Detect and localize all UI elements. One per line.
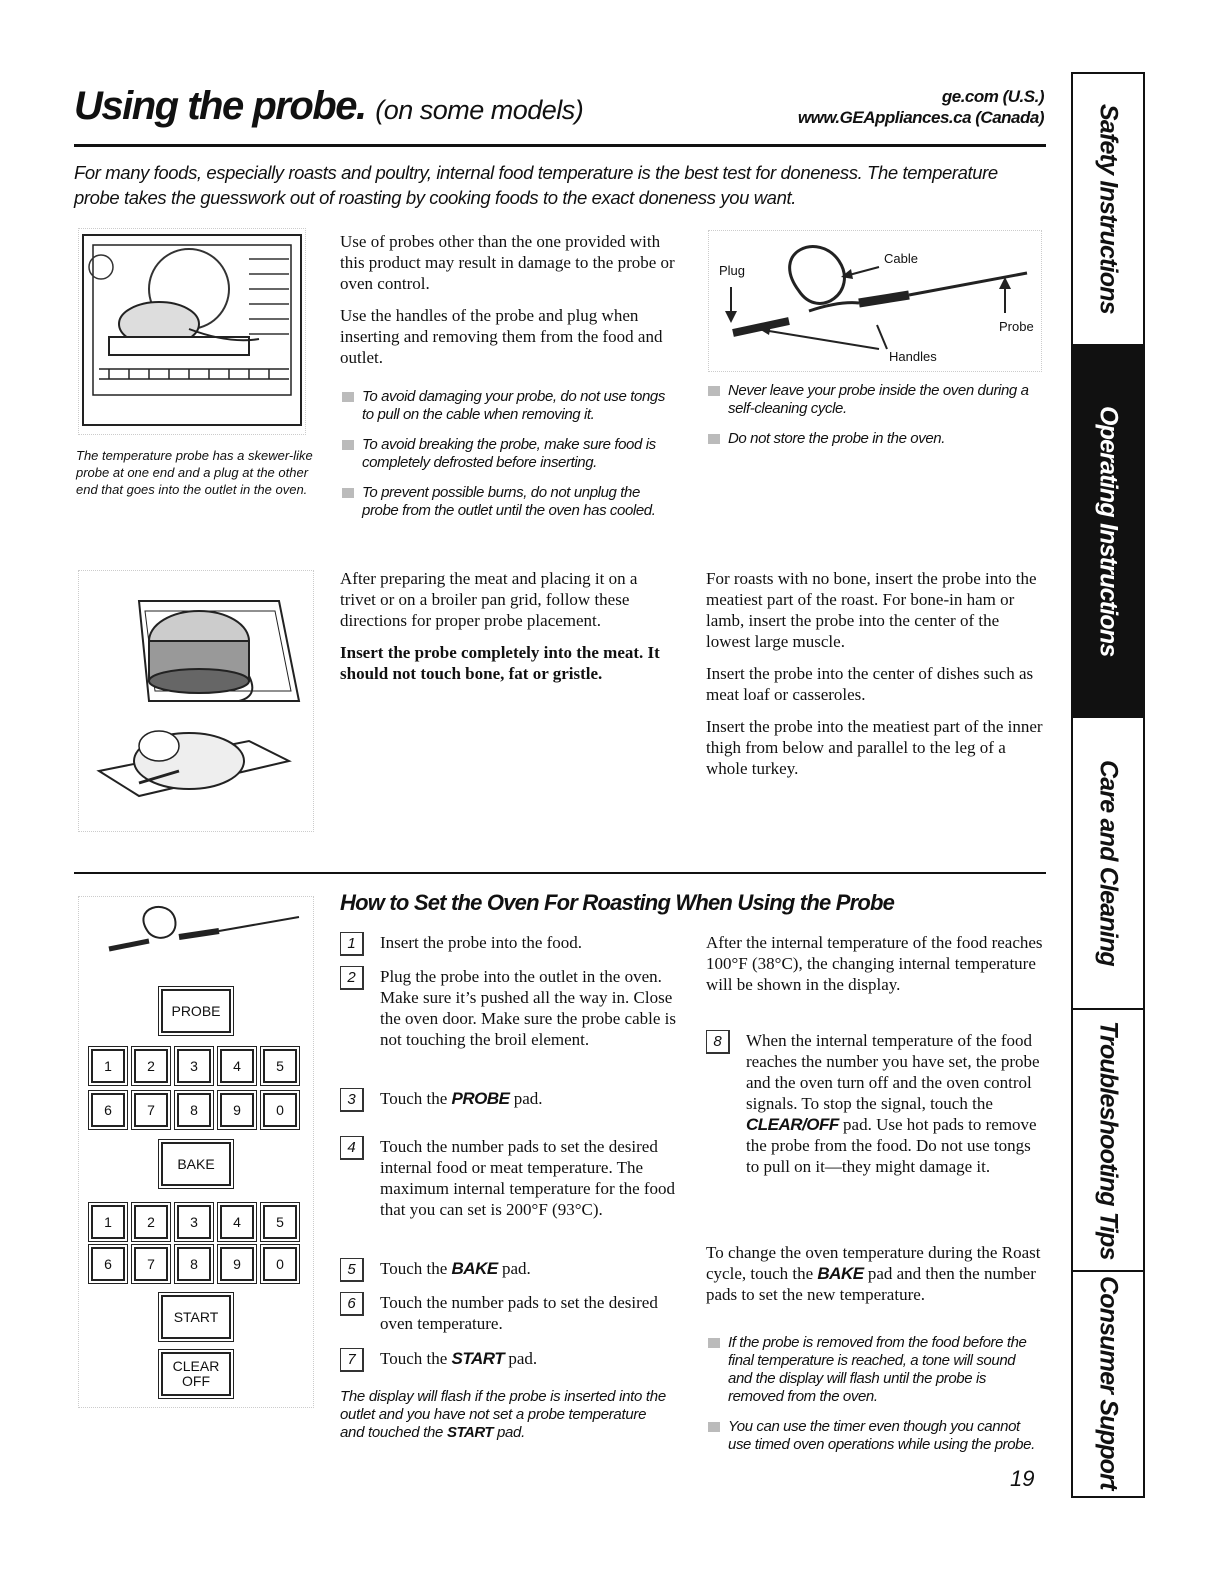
tab-label: Operating Instructions — [1094, 405, 1123, 657]
display-temperature-text: After the internal temperature of the food reaches 100°F (38°C), the changing internal temperature will be shown in the display. — [706, 933, 1043, 994]
title-subtitle: (on some models) — [375, 95, 584, 125]
placement-text — [340, 568, 676, 695]
caution-bullet: Do not store the probe in the oven. — [706, 430, 1046, 448]
url-us[interactable]: ge.com (U.S.) — [941, 87, 1044, 106]
step-text: Touch the number pads to set the desired oven temperature. — [380, 1293, 658, 1333]
step-text: Plug the probe into the outlet in the oven. Make sure it’s pushed all the way in. Close the oven door. Make sure the probe cable is not touching the broil element. — [380, 967, 676, 1049]
url-canada[interactable]: www.GEAppliances.ca (Canada) — [797, 108, 1044, 127]
text-part: To change the oven temperature during the Roast cycle, touch the — [706, 1243, 1041, 1283]
step-3 — [340, 1088, 680, 1109]
note-text: The display will flash if the probe is inserted into the outlet and you have not set a probe temperature and touched the — [340, 1388, 666, 1441]
key-label: OFF — [182, 1373, 210, 1389]
tab-label: Care and Cleaning — [1094, 760, 1123, 966]
key-0[interactable] — [263, 1247, 297, 1281]
header-rule — [74, 144, 1046, 147]
key-7[interactable] — [134, 1093, 168, 1127]
step-number: 2 — [340, 966, 364, 990]
key-6[interactable] — [91, 1093, 125, 1127]
key-label: 8 — [190, 1102, 198, 1118]
key-7[interactable] — [134, 1247, 168, 1281]
caution-bullet: To avoid damaging your probe, do not use tongs to pull on the cable when removing it. — [340, 388, 680, 424]
step-text-part: Touch the — [380, 1259, 452, 1278]
step-number: 3 — [340, 1088, 364, 1112]
key-label: 9 — [233, 1256, 241, 1272]
key-label: START — [173, 1308, 219, 1325]
probe-key[interactable] — [161, 989, 231, 1033]
key-label: 0 — [276, 1256, 284, 1272]
step-number: 8 — [706, 1030, 730, 1054]
header-urls — [798, 86, 1044, 128]
step-number: 6 — [340, 1292, 364, 1316]
note-bullet: If the probe is removed from the food before the final temperature is reached, a tone will sound and the display will flash until the probe is removed from the oven. — [706, 1334, 1036, 1406]
key-label: 2 — [147, 1214, 155, 1230]
key-9[interactable] — [220, 1247, 254, 1281]
section-rule — [74, 872, 1046, 874]
key-3[interactable] — [177, 1049, 211, 1083]
step-text: Touch the number pads to set the desired internal food or meat temperature. The maximum internal temperature for the food that you can set is 200°F (93°C). — [380, 1137, 676, 1219]
caution-list — [340, 388, 680, 532]
caution-bullet: To avoid breaking the probe, make sure food is completely defrosted before inserting. — [340, 436, 680, 472]
key-1[interactable] — [91, 1049, 125, 1083]
key-label: 3 — [190, 1058, 198, 1074]
key-label: 1 — [104, 1214, 112, 1230]
step-text — [380, 1258, 680, 1279]
probe-sketch — [79, 897, 313, 957]
clear-off-pad-ref: CLEAR/OFF — [746, 1115, 839, 1134]
probe-notes-list — [706, 1334, 1036, 1466]
title-text: Using the probe. — [74, 84, 366, 128]
step-text-part: Touch the — [380, 1089, 452, 1108]
key-6[interactable] — [91, 1247, 125, 1281]
step-text — [380, 1088, 680, 1109]
oven-illustration — [78, 228, 306, 435]
key-1[interactable] — [91, 1205, 125, 1239]
step-text: Insert the probe into the food. — [380, 933, 583, 952]
section-tabs — [1071, 72, 1145, 1498]
key-label: PROBE — [171, 1002, 221, 1019]
step-text-part: When the internal temperature of the food reaches the number you have set, the probe and the oven turn off and the oven control signals. To stop the signal, touch the — [746, 1031, 1040, 1113]
tab-safety-instructions[interactable] — [1073, 74, 1143, 346]
paragraph: Use of probes other than the one provided with this product may result in damage to the probe or oven control. — [340, 232, 675, 293]
step-number: 5 — [340, 1258, 364, 1282]
key-2[interactable] — [134, 1049, 168, 1083]
step-text-part: pad. Use hot pads to remove the probe from the food. Do not use tongs to pull on it—they might damage it. — [746, 1115, 1037, 1176]
step-text-part: Touch the — [380, 1349, 452, 1368]
key-4[interactable] — [220, 1049, 254, 1083]
key-4[interactable] — [220, 1205, 254, 1239]
key-label: 6 — [104, 1102, 112, 1118]
key-label: 8 — [190, 1256, 198, 1272]
cable-label: Cable — [884, 251, 918, 266]
key-2[interactable] — [134, 1205, 168, 1239]
step-1 — [340, 932, 680, 953]
section-heading: How to Set the Oven For Roasting When Using the Probe — [340, 890, 895, 915]
figure-caption: The temperature probe has a skewer-like probe at one end and a plug at the other end that goes into the outlet in the oven. — [76, 448, 313, 497]
key-8[interactable] — [177, 1247, 211, 1281]
paragraph: Use the handles of the probe and plug when inserting and removing them from the food and outlet. — [340, 306, 663, 367]
note-text: pad. — [493, 1424, 525, 1441]
step-5 — [340, 1258, 680, 1279]
bake-pad-ref: BAKE — [451, 1259, 498, 1278]
probe-pad-ref: PROBE — [451, 1089, 510, 1108]
text-part: pad and then the number pads to set the new temperature. — [706, 1264, 1036, 1304]
step-text-part: pad. — [504, 1349, 538, 1368]
key-label: 5 — [276, 1214, 284, 1230]
step-6 — [340, 1292, 680, 1334]
handles-label: Handles — [889, 349, 937, 364]
tab-consumer-support[interactable] — [1073, 1272, 1143, 1494]
paragraph: For roasts with no bone, insert the probe into the meatiest part of the roast. For bone-in ham or lamb, insert the probe into the center of the lowest large muscle. — [706, 569, 1037, 651]
step-text-part: pad. — [497, 1259, 531, 1278]
clear-off-key[interactable] — [161, 1352, 231, 1396]
start-pad-ref: START — [451, 1349, 505, 1368]
plug-label: Plug — [719, 263, 746, 278]
key-5[interactable] — [263, 1205, 297, 1239]
key-label: 7 — [147, 1256, 155, 1272]
key-label: 9 — [233, 1102, 241, 1118]
step-number: 7 — [340, 1348, 364, 1372]
key-label: 6 — [104, 1256, 112, 1272]
probe-diagram — [708, 230, 1042, 372]
tab-operating-instructions[interactable] — [1073, 346, 1143, 718]
change-temperature-text — [706, 1242, 1044, 1305]
caution-bullet: Never leave your probe inside the oven during a self-cleaning cycle. — [706, 382, 1046, 418]
step-number: 1 — [340, 932, 364, 956]
caution-bullet: To prevent possible burns, do not unplug the probe from the outlet until the oven has cooled. — [340, 484, 680, 520]
start-pad-ref: START — [446, 1424, 494, 1441]
tab-label: Troubleshooting Tips — [1094, 1020, 1123, 1260]
control-panel-illustration — [78, 896, 314, 1408]
key-label: 3 — [190, 1214, 198, 1230]
paragraph: Insert the probe into the center of dishes such as meat loaf or casseroles. — [706, 664, 1034, 704]
tab-label: Consumer Support — [1094, 1276, 1123, 1490]
probe-label: Probe — [999, 319, 1034, 334]
placement-warning: Insert the probe completely into the meat. It should not touch bone, fat or gristle. — [340, 643, 660, 683]
key-label: 2 — [147, 1058, 155, 1074]
key-label: 4 — [233, 1058, 241, 1074]
tab-troubleshooting-tips[interactable] — [1073, 1010, 1143, 1272]
key-5[interactable] — [263, 1049, 297, 1083]
step-4 — [340, 1136, 680, 1220]
step-2 — [340, 966, 680, 1050]
start-key[interactable] — [161, 1295, 231, 1339]
key-0[interactable] — [263, 1093, 297, 1127]
page-number: 19 — [1010, 1466, 1035, 1491]
step-7 — [340, 1348, 680, 1369]
tab-care-and-cleaning[interactable] — [1073, 718, 1143, 1010]
note-bullet: You can use the timer even though you cannot use timed oven operations while using the probe. — [706, 1418, 1036, 1454]
step-text — [380, 1348, 680, 1369]
key-8[interactable] — [177, 1093, 211, 1127]
page-title — [74, 84, 583, 129]
step-text — [746, 1030, 1046, 1177]
key-9[interactable] — [220, 1093, 254, 1127]
tab-label: Safety Instructions — [1094, 104, 1123, 314]
probe-storage-list — [706, 382, 1046, 460]
step-8 — [706, 1030, 1046, 1177]
probe-usage-text — [340, 231, 680, 379]
step-number: 4 — [340, 1136, 364, 1160]
key-3[interactable] — [177, 1205, 211, 1239]
roast-turkey-illustration — [78, 570, 314, 832]
display-flash-note — [340, 1388, 670, 1442]
intro-text: For many foods, especially roasts and poultry, internal food temperature is the best test for doneness. The temperature probe takes the guesswork out of roasting by cooking foods to the exact doneness you want. — [74, 162, 998, 208]
placement-details — [706, 568, 1046, 790]
key-label: CLEAR — [172, 1358, 220, 1374]
paragraph: After preparing the meat and placing it on a trivet or on a broiler pan grid, follow these directions for proper probe placement. — [340, 569, 638, 630]
bake-pad-ref: BAKE — [817, 1264, 864, 1283]
key-label: 5 — [276, 1058, 284, 1074]
key-label: 7 — [147, 1102, 155, 1118]
key-label: 1 — [104, 1058, 112, 1074]
key-label: 4 — [233, 1214, 241, 1230]
step-text-part: pad. — [509, 1089, 543, 1108]
paragraph: Insert the probe into the meatiest part of the inner thigh from below and parallel to the leg of a whole turkey. — [706, 717, 1043, 778]
key-label: BAKE — [177, 1155, 215, 1172]
key-label: 0 — [276, 1102, 284, 1118]
bake-key[interactable] — [161, 1142, 231, 1186]
